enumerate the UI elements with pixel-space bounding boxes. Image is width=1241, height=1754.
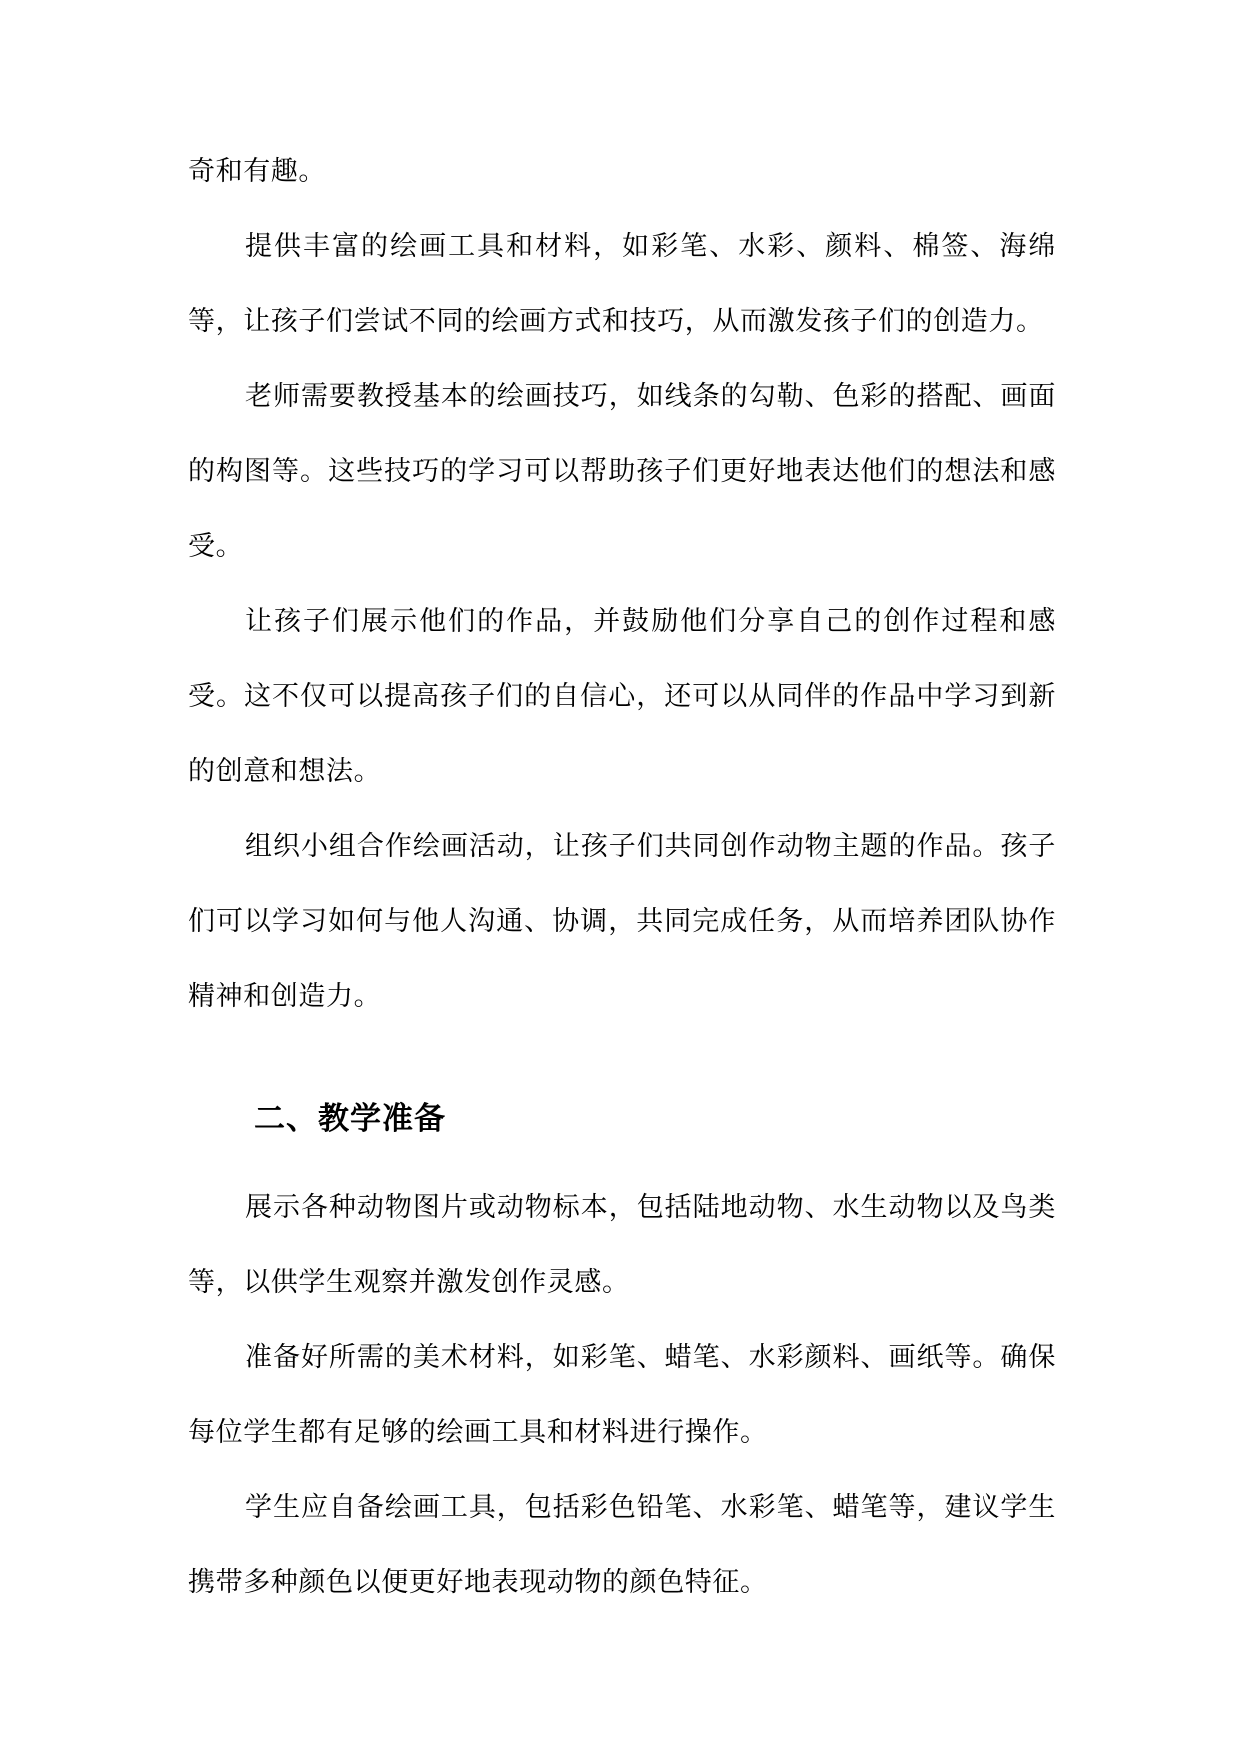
- paragraph-show-works: 让孩子们展示他们的作品，并鼓励他们分享自己的创作过程和感受。这不仅可以提高孩子们的自信心，还可以从同伴的作品中学习到新的创意和想法。: [188, 606, 1056, 787]
- paragraph-continuation: 奇和有趣。: [188, 156, 326, 187]
- paragraph-group-activity: 组织小组合作绘画活动，让孩子们共同创作动物主题的作品。孩子们可以学习如何与他人沟通、协调，共同完成任务，从而培养团队协作精神和创造力。: [188, 831, 1056, 1012]
- paragraph-animal-pictures: 展示各种动物图片或动物标本，包括陆地动物、水生动物以及鸟类等，以供学生观察并激发创作灵感。: [188, 1192, 1056, 1298]
- paragraph-drawing-techniques: 老师需要教授基本的绘画技巧，如线条的勾勒、色彩的搭配、画面的构图等。这些技巧的学习可以帮助孩子们更好地表达他们的想法和感受。: [188, 381, 1056, 562]
- paragraph-student-tools: 学生应自备绘画工具，包括彩色铅笔、水彩笔、蜡笔等，建议学生携带多种颜色以便更好地表现动物的颜色特征。: [188, 1492, 1056, 1598]
- paragraph-drawing-tools: 提供丰富的绘画工具和材料，如彩笔、水彩、颜料、棉签、海绵等，让孩子们尝试不同的绘画方式和技巧，从而激发孩子们的创造力。: [188, 231, 1056, 337]
- paragraph-art-materials: 准备好所需的美术材料，如彩笔、蜡笔、水彩颜料、画纸等。确保每位学生都有足够的绘画工具和材料进行操作。: [188, 1342, 1056, 1448]
- section-1-body: [188, 134, 1056, 1034]
- section-2-heading: 二、教学准备: [254, 1101, 446, 1137]
- section-2-body: [188, 1170, 1056, 1620]
